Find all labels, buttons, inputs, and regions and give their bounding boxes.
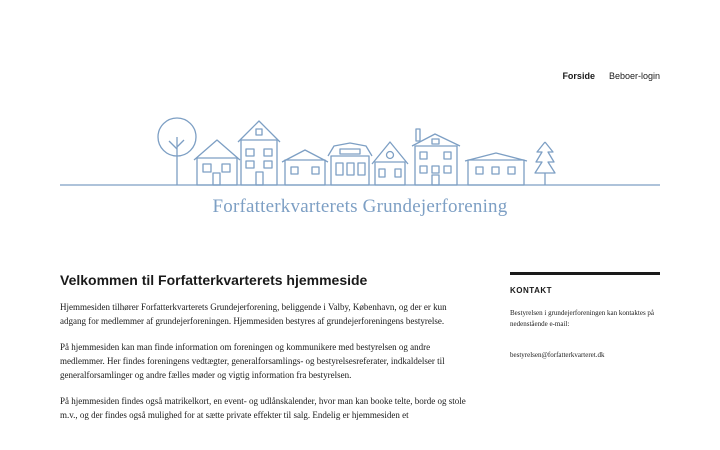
intro-paragraph: Hjemmesiden tilhører Forfatterkvarterets Grundejerforening, beliggende i Valby, København, og der er kun adgang for medlemmer af grundejerforeningen. Hjemmesiden bestyres af grundejerforeningens bestyrelse. — [60, 302, 447, 326]
contact-email-link[interactable]: bestyrelsen@forfatterkvarteret.dk — [510, 351, 605, 359]
info-paragraph: På hjemmesiden kan man finde information om foreningen og kommunikere med bestyrelsen og andre medlemmer. Her findes foreningens vedtægter, generalforsamlings- og bestyrelsesreferater, indkaldelser til generalforsamlinger og andre fælles møder og vigtig information fra bestyrelsen. — [60, 342, 445, 380]
nav-link-forside[interactable]: Forside — [562, 71, 595, 81]
contact-text: Bestyrelsen i grundejerforeningen kan kontaktes på nedenstående e-mail: — [510, 309, 655, 328]
main-navigation — [562, 71, 660, 81]
features-paragraph: På hjemmesiden findes også matrikelkort, en event- og udlånskalender, hvor man kan booke telte, borde og stole m.v., og der findes også mulighed for at sætte private effekter til salg. Endelig er hjemmesiden et — [60, 396, 466, 420]
widget-title: KONTAKT — [510, 286, 553, 295]
main-content — [60, 272, 470, 434]
header-banner — [60, 112, 660, 220]
contact-widget — [510, 272, 660, 362]
nav-link-beboer-login[interactable]: Beboer-login — [608, 71, 660, 81]
page-title: Velkommen til Forfatterkvarterets hjemmeside — [60, 272, 368, 288]
widget-divider — [510, 272, 660, 275]
association-title: Forfatterkvarterets Grundejerforening — [212, 196, 508, 217]
